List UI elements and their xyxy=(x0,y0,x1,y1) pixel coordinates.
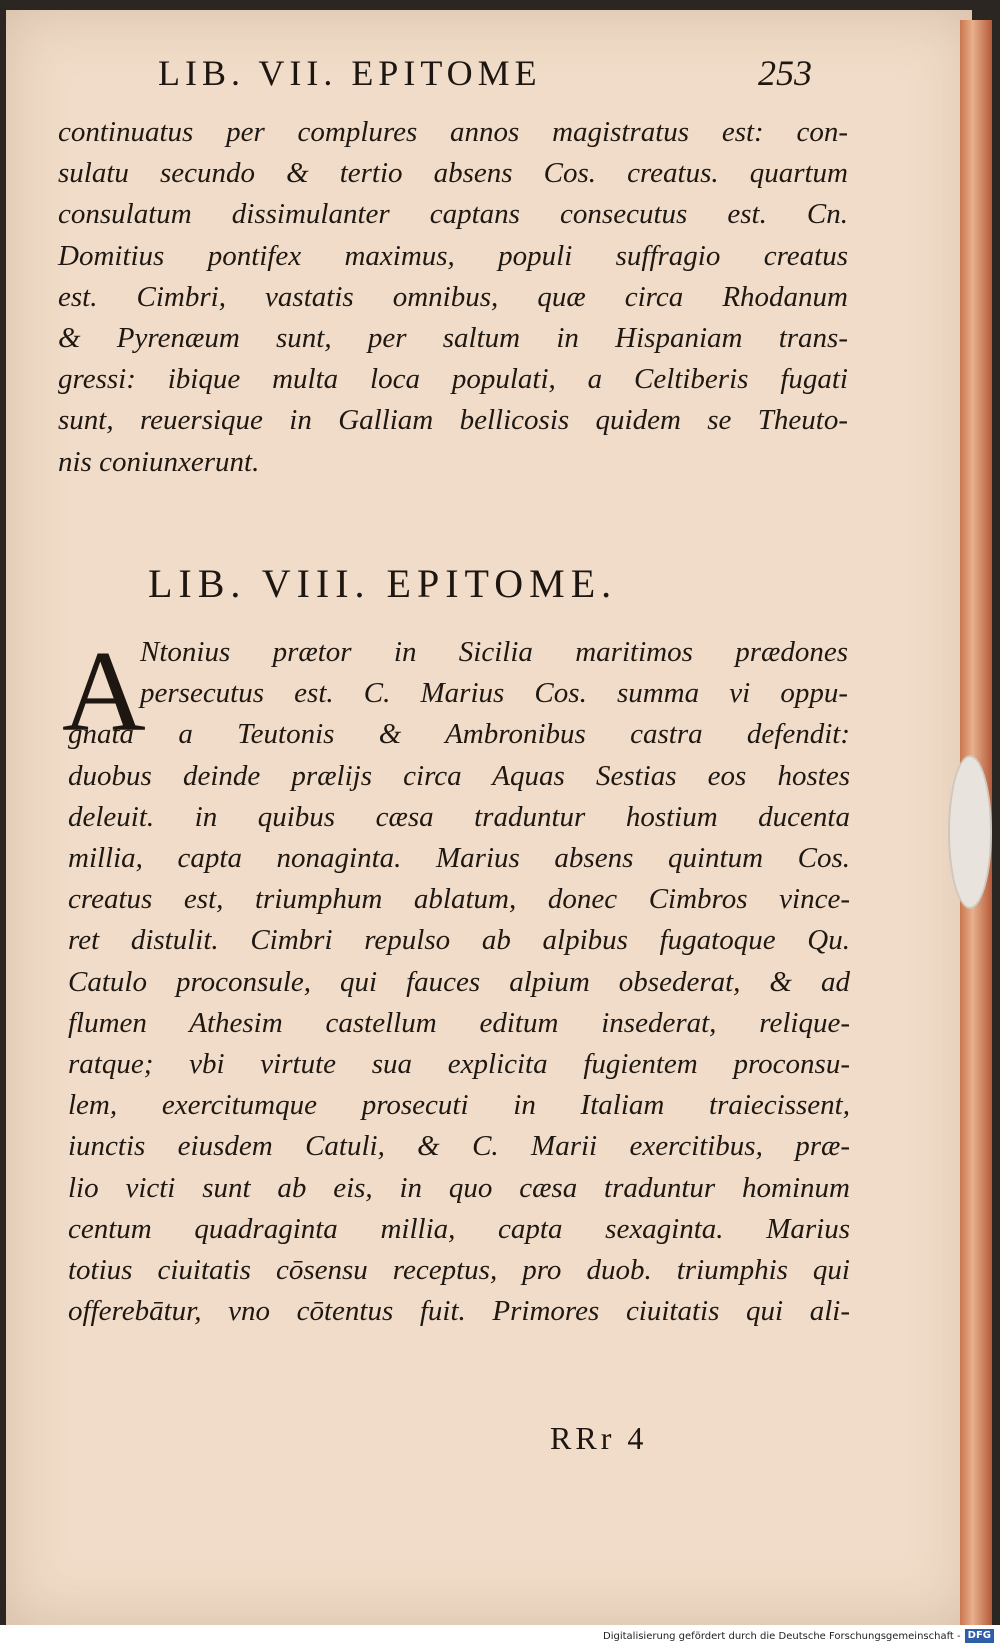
text-line: centum quadraginta millia, capta sexaginta. Marius xyxy=(68,1212,850,1245)
section-heading: LIB. VIII. EPITOME. xyxy=(148,561,618,606)
text-line: lem, exercitumque prosecuti in Italiam traiecissent, xyxy=(68,1089,850,1122)
text-line: consulatum dissimulanter captans consecutus est. Cn. xyxy=(58,198,848,231)
footer-credit-text: Digitalisierung gefördert durch die Deutsche Forschungsgemeinschaft - xyxy=(603,1630,961,1642)
text-line: offerebātur, vno cōtentus fuit. Primores ciuitatis qui ali- xyxy=(68,1295,850,1328)
signature-mark: RRr 4 xyxy=(550,1420,648,1456)
text-line: est. Cimbri, vastatis omnibus, quæ circa Rhodanum xyxy=(58,280,848,313)
text-line: millia, capta nonaginta. Marius absens quintum Cos. xyxy=(68,842,850,875)
page-clip xyxy=(948,755,992,909)
section-1-text xyxy=(58,112,848,483)
page-number: 253 xyxy=(758,53,812,93)
drop-cap-initial: A xyxy=(62,628,146,756)
text-line: persecutus est. C. Marius Cos. summa vi oppu- xyxy=(140,677,848,710)
text-line: continuatus per complures annos magistratus est: con- xyxy=(58,116,848,148)
running-head: LIB. VII. EPITOME xyxy=(158,53,542,93)
text-line: sulatu secundo & tertio absens Cos. creatus. quartum xyxy=(58,157,848,190)
footer-credit xyxy=(603,1629,994,1643)
text-line: deleuit. in quibus cæsa traduntur hostium ducenta xyxy=(68,800,850,833)
text-line: duobus deinde prælijs circa Aquas Sestias eos hostes xyxy=(68,759,850,792)
text-line: totius ciuitatis cōsensu receptus, pro duob. triumphis qui xyxy=(68,1254,850,1287)
text-line: ret distulit. Cimbri repulso ab alpibus fugatoque Qu. xyxy=(68,924,850,957)
text-line: Ntonius prætor in Sicilia maritimos prædones xyxy=(140,636,848,668)
text-line: & Pyrenæum sunt, per saltum in Hispaniam trans- xyxy=(58,322,848,355)
section-2-text xyxy=(68,632,850,1332)
dfg-logo[interactable]: DFG xyxy=(965,1629,994,1643)
text-line: sunt, reuersique in Galliam bellicosis quidem se Theuto- xyxy=(58,404,848,437)
text-line: gnata a Teutonis & Ambronibus castra defendit: xyxy=(68,718,850,751)
text-line: Catulo proconsule, qui fauces alpium obsederat, & ad xyxy=(68,965,850,998)
text-line: ratque; vbi virtute sua explicita fugientem proconsu- xyxy=(68,1048,850,1081)
text-line: lio victi sunt ab eis, in quo cæsa traduntur hominum xyxy=(68,1171,850,1204)
text-line: iunctis eiusdem Catuli, & C. Marii exercitibus, præ- xyxy=(68,1130,850,1163)
text-line: flumen Athesim castellum editum insederat, relique- xyxy=(68,1006,850,1039)
text-line: nis coniunxerunt. xyxy=(58,445,260,478)
text-line: gressi: ibique multa loca populati, a Celtiberis fugati xyxy=(58,363,848,396)
text-line: Domitius pontifex maximus, populi suffragio creatus xyxy=(58,239,848,272)
text-line: creatus est, triumphum ablatum, donec Cimbros vince- xyxy=(68,883,850,916)
